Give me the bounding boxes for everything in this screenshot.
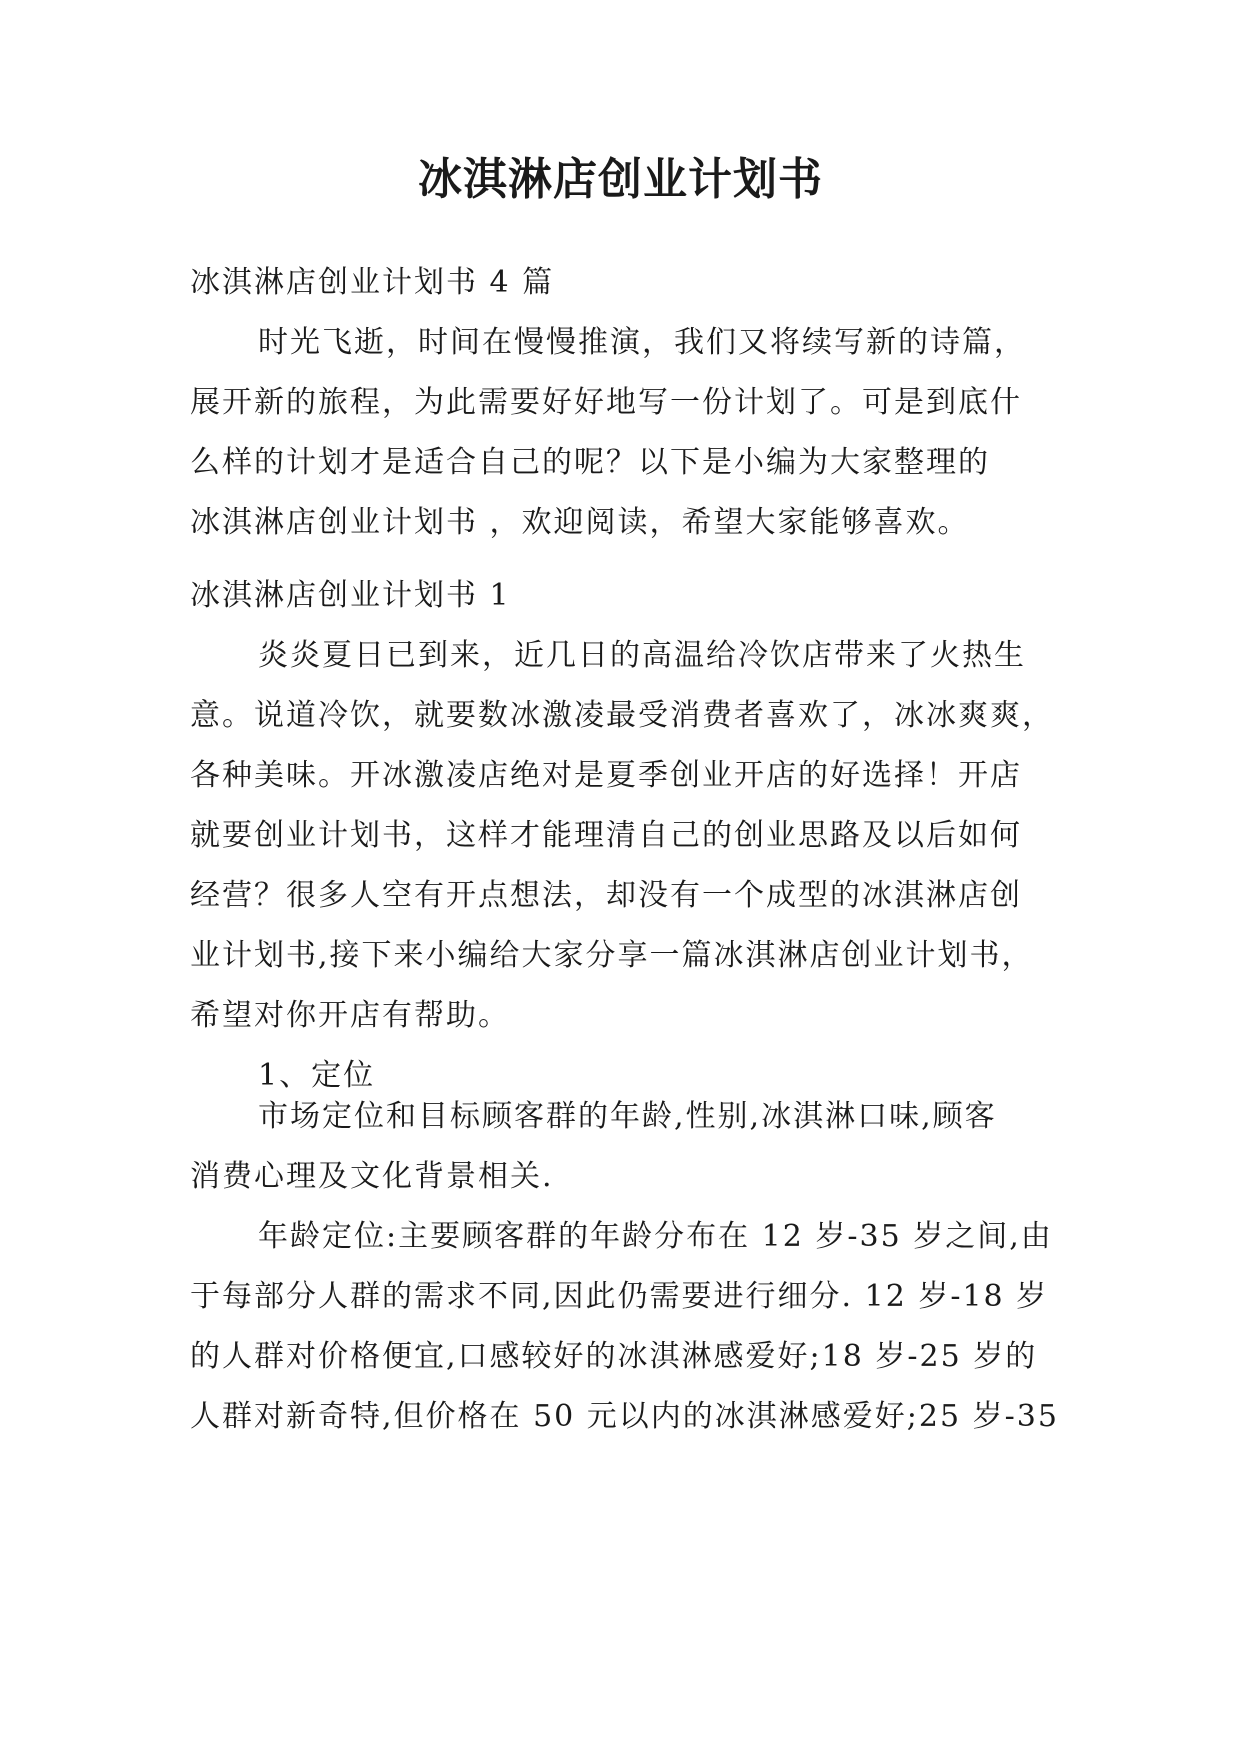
market-line: 市场定位和目标顾客群的年龄,性别,冰淇淋口味,顾客: [258, 1099, 997, 1134]
intro-section: [190, 253, 1070, 553]
intro-line: 么样的计划才是适合自己的呢？以下是小编为大家整理的: [190, 445, 990, 480]
age-line: 于每部分人群的需求不同,因此仍需要进行细分. 12 岁-18 岁: [190, 1279, 1049, 1314]
intro-heading: 冰淇淋店创业计划书 4 篇: [190, 265, 555, 300]
section-1: [190, 566, 1070, 1106]
section-1-line: 炎炎夏日已到来，近几日的高温给冷饮店带来了火热生: [258, 638, 1026, 673]
section-1-line: 希望对你开店有帮助。: [190, 998, 510, 1033]
intro-line: 时光飞逝，时间在慢慢推演，我们又将续写新的诗篇，: [258, 325, 1026, 360]
age-line: 的人群对价格便宜,口感较好的冰淇淋感爱好;18 岁-25 岁的: [190, 1339, 1038, 1374]
intro-line: 展开新的旅程，为此需要好好地写一份计划了。可是到底什: [190, 385, 1022, 420]
intro-line: 冰淇淋店创业计划书 ，欢迎阅读，希望大家能够喜欢。: [190, 505, 970, 540]
section-1-line: 意。说道冷饮，就要数冰激凌最受消费者喜欢了，冰冰爽爽，: [190, 698, 1054, 733]
section-1-line: 业计划书,接下来小编给大家分享一篇冰淇淋店创业计划书，: [190, 938, 1034, 973]
section-1-line: 各种美味。开冰激凌店绝对是夏季创业开店的好选择！开店: [190, 758, 1022, 793]
market-line: 消费心理及文化背景相关.: [190, 1159, 554, 1194]
section-1-line: 经营？很多人空有开点想法，却没有一个成型的冰淇淋店创: [190, 878, 1022, 913]
market-positioning: [190, 1087, 1070, 1447]
age-line: 年龄定位:主要顾客群的年龄分布在 12 岁-35 岁之间,由: [258, 1219, 1053, 1254]
subheading-positioning: 1、定位: [258, 1058, 376, 1093]
age-line: 人群对新奇特,但价格在 50 元以内的冰淇淋感爱好;25 岁-35: [190, 1399, 1059, 1434]
section-1-line: 就要创业计划书，这样才能理清自己的创业思路及以后如何: [190, 818, 1022, 853]
section-1-heading: 冰淇淋店创业计划书 1: [190, 578, 511, 613]
page-title: 冰淇淋店创业计划书: [418, 154, 823, 205]
